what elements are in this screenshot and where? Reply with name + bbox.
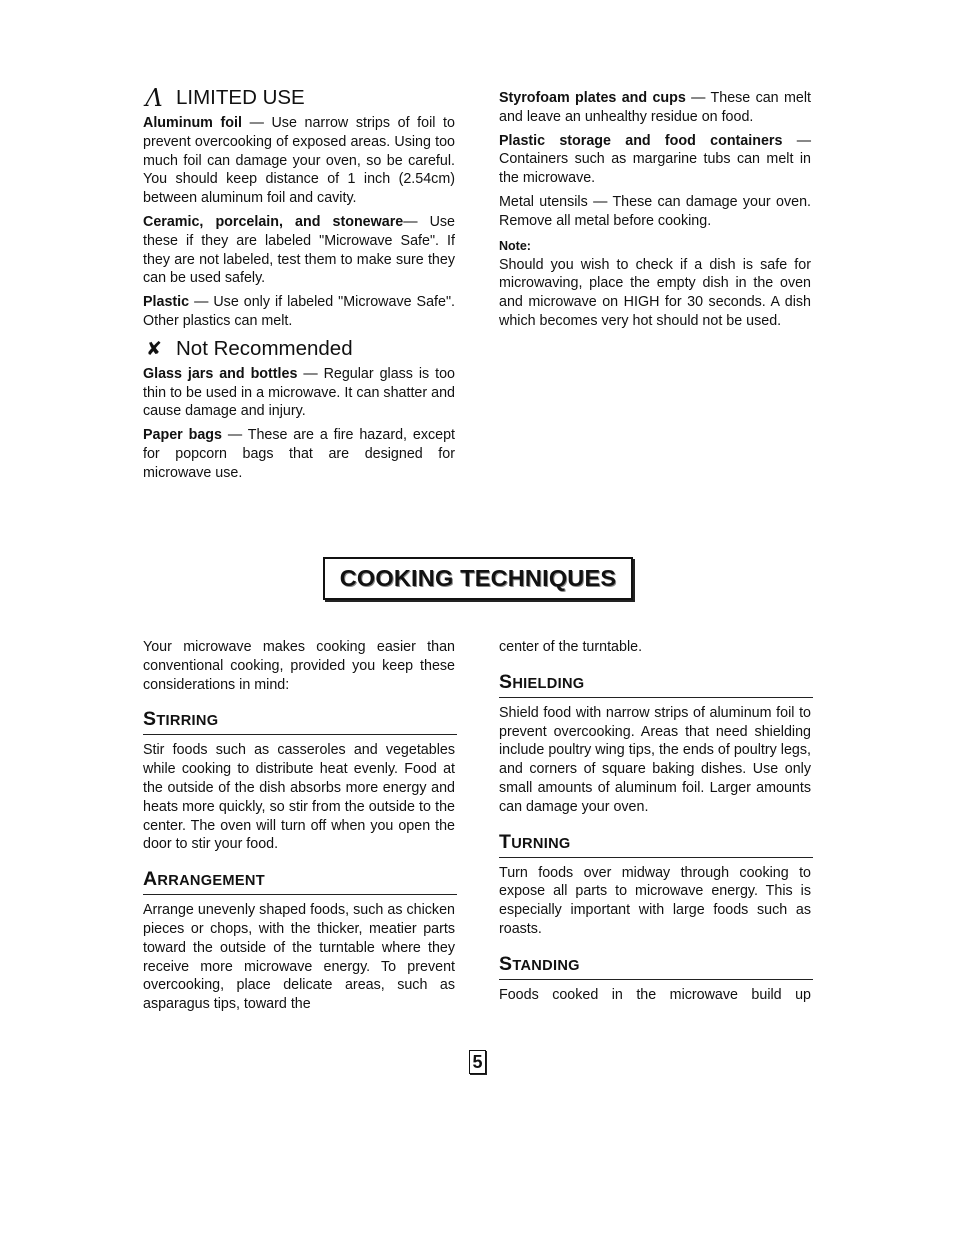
- not-recommended-item: Glass jars and bottles — Regular glass is too thin to be used in a microwave. It can shatter and cause damage and injury.: [143, 365, 455, 420]
- bottom-left-column: [143, 638, 455, 1019]
- not-recommended-heading: ✘ Not Recommended: [143, 337, 455, 361]
- stirring-heading: STIRRING: [143, 708, 457, 735]
- triangle-lambda-icon: Λ: [145, 84, 163, 112]
- section-title: COOKING TECHNIQUES: [339, 565, 617, 591]
- intro-text: Your microwave makes cooking easier than conventional cooking, provided you keep these considerations in mind:: [143, 639, 455, 693]
- standing-text: Foods cooked in the microwave build up: [499, 986, 811, 1003]
- top-left-column: [143, 86, 455, 488]
- note-label: Note:: [499, 238, 531, 253]
- limited-use-item: Aluminum foil — Use narrow strips of foil to prevent overcooking of exposed areas. Using too much foil can damage your oven, so be careful. You should keep distance of 1 inch (2.54cm) between aluminum foil and cavity.: [143, 115, 455, 207]
- top-right-column: [499, 89, 811, 336]
- bottom-right-column: [499, 638, 811, 1010]
- not-recommended-item: Styrofoam plates and cups — These can melt and leave an unhealthy residue on food.: [499, 90, 811, 125]
- shielding-heading: SHIELDING: [499, 671, 813, 698]
- arrangement-heading: ARRANGEMENT: [143, 868, 457, 895]
- cross-mark-icon: ✘: [146, 337, 162, 360]
- turning-text: Turn foods over midway through cooking to expose all parts to microwave energy. This is especially important with large foods such as roasts.: [499, 864, 811, 937]
- stirring-text: Stir foods such as casseroles and vegetables while cooking to distribute heat evenly. Food at the outside of the dish absorbs more energy and heats more quickly, so stir from the outside to the center. The oven will turn off when you open the door to stir your food.: [143, 742, 455, 853]
- standing-heading: STANDING: [499, 953, 813, 980]
- shielding-text: Shield food with narrow strips of aluminum foil to prevent overcooking. Areas that need shielding include poultry wing tips, the ends of poultry legs, and corners of square baking dishes. Use only small amounts of aluminum foil. Larger amounts can damage your oven.: [499, 704, 811, 815]
- limited-use-item: Plastic — Use only if labeled "Microwave Safe". Other plastics can melt.: [143, 294, 455, 329]
- limited-use-heading: Λ LIMITED USE: [143, 86, 455, 110]
- arrangement-text-continued: center of the turntable.: [499, 639, 643, 655]
- not-recommended-item: Paper bags — These are a fire hazard, except for popcorn bags that are designed for microwave use.: [143, 427, 455, 481]
- note-text: Should you wish to check if a dish is safe for microwaving, place the empty dish in the oven and microwave on HIGH for 30 seconds. A dish which becomes very hot should not be used.: [499, 256, 811, 329]
- section-title-box: [323, 557, 633, 600]
- limited-use-item: Ceramic, porcelain, and stoneware— Use these if they are labeled "Microwave Safe". If they are not labeled, test them to make sure they can be used safely.: [143, 213, 455, 287]
- not-recommended-item: Metal utensils — These can damage your oven. Remove all metal before cooking.: [499, 193, 811, 229]
- page-number: 5: [469, 1050, 486, 1074]
- turning-heading: TURNING: [499, 831, 813, 858]
- arrangement-text: Arrange unevenly shaped foods, such as chicken pieces or chops, with the thicker, meatier parts toward the outside of the turntable where they receive more microwave energy. To prevent overcooking, place delicate areas, such as asparagus tips, toward the: [143, 902, 455, 1013]
- not-recommended-item: Plastic storage and food containers — Containers such as margarine tubs can melt in the microwave.: [499, 132, 811, 187]
